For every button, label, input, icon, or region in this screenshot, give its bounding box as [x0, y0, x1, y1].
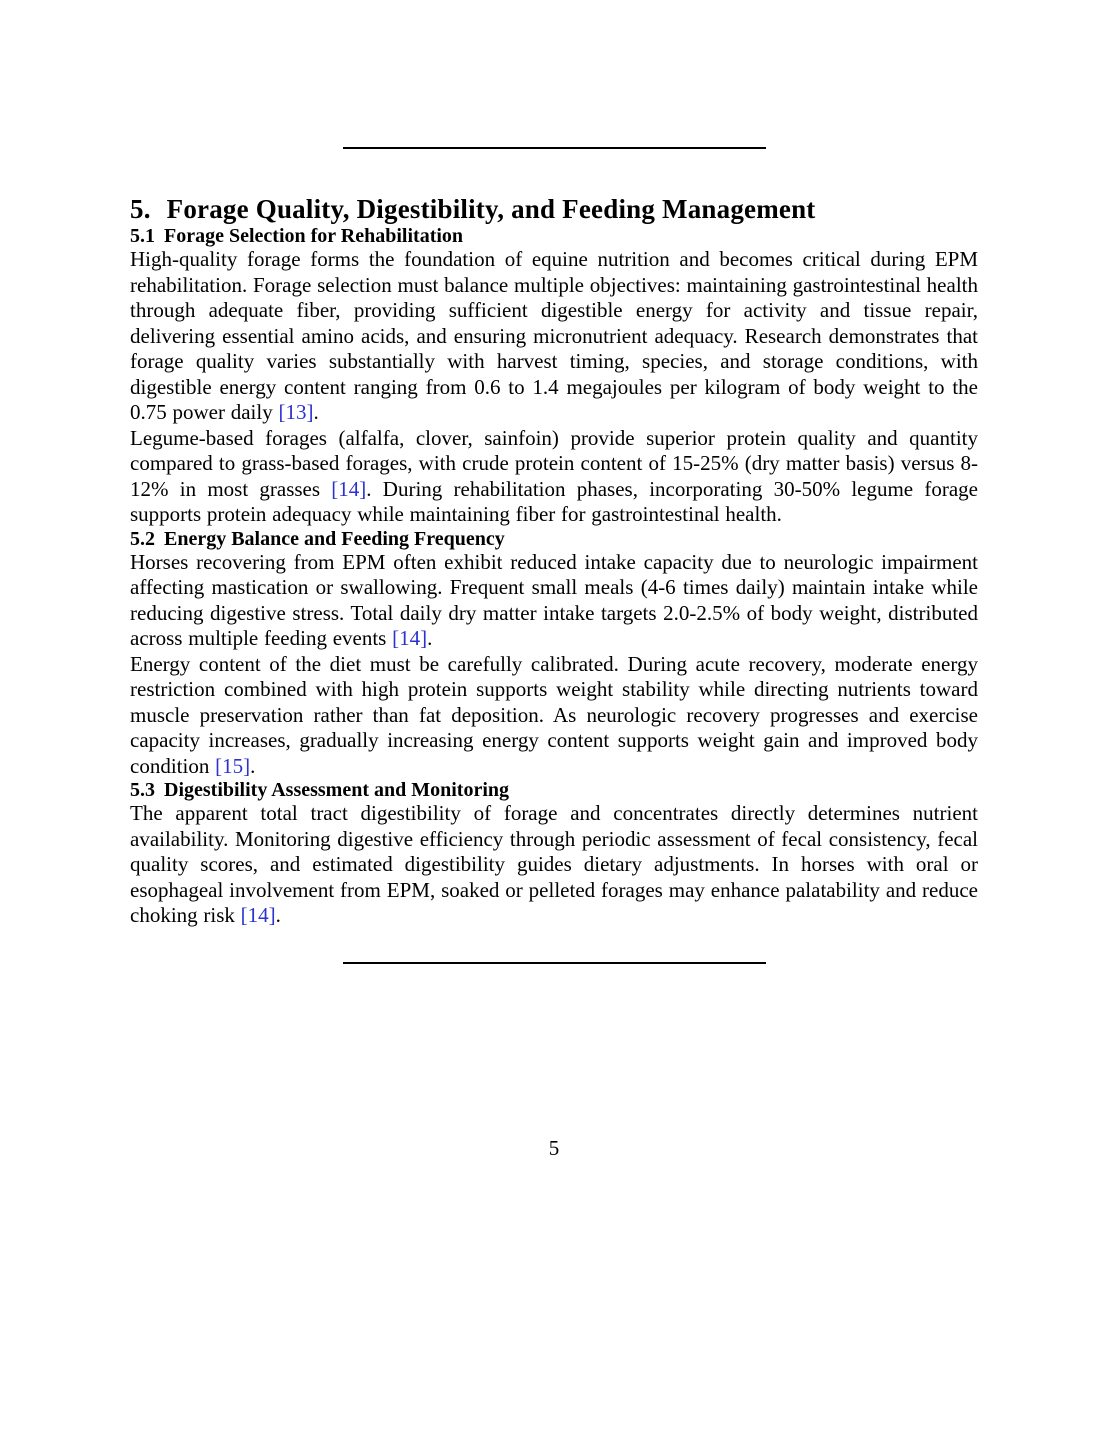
subsection-title: Forage Selection for Rehabilitation	[164, 225, 464, 247]
top-divider-rule	[343, 147, 766, 149]
paragraph: Horses recovering from EPM often exhibit reduced intake capacity due to neurologic impairment affecting mastication or swallowing. Frequent small meals (4-6 times daily) maintain intake while reducing digestive stress. Total daily dry matter intake targets 2.0-2.5% of body weight, distributed across multiple feeding events [14].	[130, 549, 978, 650]
section-heading	[130, 193, 978, 225]
section-number: 5.	[130, 194, 151, 224]
subsection-title: Energy Balance and Feeding Frequency	[164, 527, 505, 550]
subsection-heading-5-2	[130, 528, 978, 550]
paragraph: The apparent total tract digestibility of forage and concentrates directly determines nutrient availability. Monitoring digestive efficiency through periodic assessment of fecal consistency, fecal quality scores, and estimated digestibility guides dietary adjustments. In horses with oral or esophageal involvement from EPM, soaked or pelleted forages may enhance palatability and reduce choking risk [14].	[130, 801, 978, 927]
paragraph: Legume-based forages (alfalfa, clover, sainfoin) provide superior protein quality and quantity compared to grass-based forages, with crude protein content of 15-25% (dry matter basis) versus 8-12% in most grasses [14]. During rehabilitation phases, incorporating 30-50% legume forage supports protein adequacy while maintaining fiber for gastrointestinal health.	[130, 425, 978, 526]
citation-link[interactable]: [13]	[278, 400, 314, 424]
bottom-divider-rule	[343, 962, 766, 964]
subsection-heading-5-3	[130, 779, 978, 801]
citation-link[interactable]: [14]	[392, 626, 428, 650]
subsection-number: 5.2	[130, 527, 155, 550]
subsection-number: 5.3	[130, 779, 155, 801]
paragraph: Energy content of the diet must be carefully calibrated. During acute recovery, moderate energy restriction combined with high protein supports weight stability while directing nutrients toward muscle preservation rather than fat deposition. As neurologic recovery progresses and exercise capacity increases, gradually increasing energy content supports weight gain and improved body condition [15].	[130, 651, 978, 778]
section-title: Forage Quality, Digestibility, and Feeding Management	[166, 194, 816, 224]
citation-link[interactable]: [14]	[331, 476, 367, 501]
paragraph: High-quality forage forms the foundation of equine nutrition and becomes critical during EPM rehabilitation. Forage selection must balance multiple objectives: maintaining gastrointestinal health through adequate fiber, providing sufficient digestible energy for activity and tissue repair, delivering essential amino acids, and ensuring micronutrient adequacy. Research demonstrates that forage quality varies substantially with harvest timing, species, and storage conditions, with digestible energy content ranging from 0.6 to 1.4 megajoules per kilogram of body weight to the 0.75 power daily [13].	[130, 247, 978, 424]
subsection-title: Digestibility Assessment and Monitoring	[164, 779, 510, 801]
citation-link[interactable]: [14]	[240, 903, 276, 927]
citation-link[interactable]: [15]	[215, 753, 251, 778]
subsection-heading-5-1	[130, 225, 978, 247]
page-number: 5	[548, 1135, 560, 1160]
subsection-number: 5.1	[130, 225, 155, 247]
